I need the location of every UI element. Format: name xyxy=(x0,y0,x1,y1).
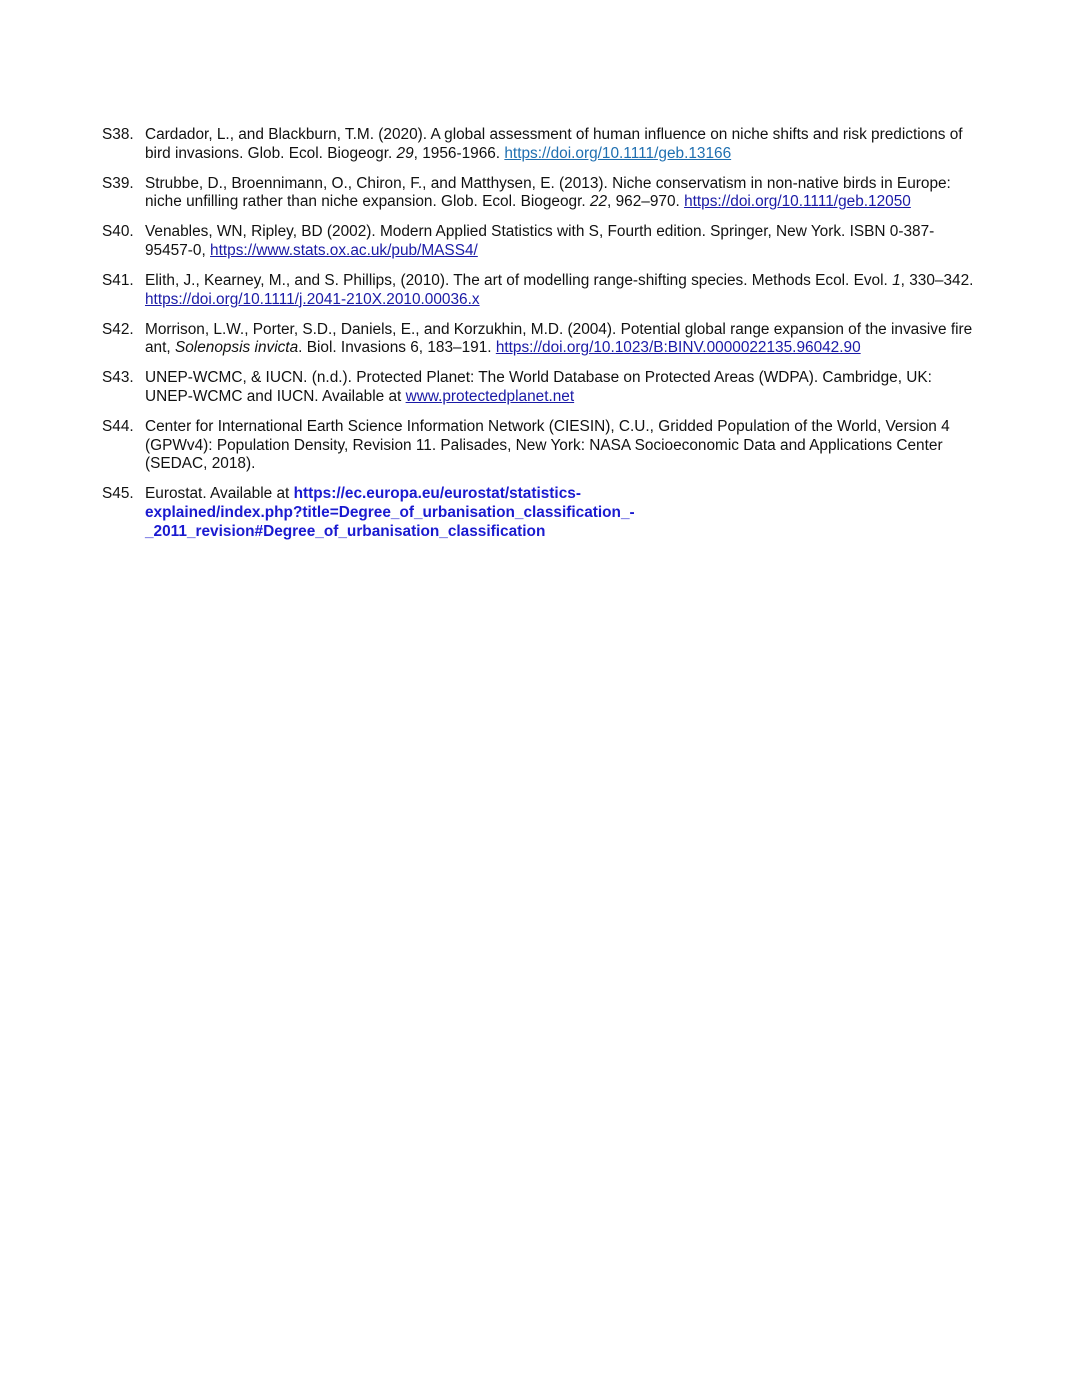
reference-s45 xyxy=(102,485,982,541)
species-name: Solenopsis invicta xyxy=(174,339,299,357)
reference-number: S41. xyxy=(102,272,134,290)
reference-s38 xyxy=(102,126,982,163)
reference-number: S44. xyxy=(102,418,134,436)
reference-s42 xyxy=(102,321,982,358)
reference-text: Venables, WN, Ripley, BD (2002). Modern Applied Statistics with S, Fourth edition. Springer, New York. ISBN 0-387-95457-0, https://www.stats.ox.ac.uk/pub/MASS4/ xyxy=(145,223,935,259)
reference-number: S42. xyxy=(102,320,134,338)
reference-text: Elith, J., Kearney, M., and S. Phillips, (2010). The art of modelling range-shifting species. Methods Ecol. Evol. 1, 330–342. https://doi.org/10.1111/j.2041-210X.2010.00036.x xyxy=(145,272,974,308)
doi-link[interactable]: https://doi.org/10.1111/geb.13166 xyxy=(504,144,732,162)
reference-list xyxy=(102,126,982,553)
reference-text: Cardador, L., and Blackburn, T.M. (2020). A global assessment of human influence on niche shifts and risk predictions of bird invasions. Glob. Ecol. Biogeogr. 29, 1956-1966. https://doi.org/10.1111/geb.13166 xyxy=(145,126,963,162)
reference-text: UNEP-WCMC, & IUCN. (n.d.). Protected Planet: The World Database on Protected Areas (WDPA). Cambridge, UK: UNEP-WCMC and IUCN. Available at www.protectedplanet.net xyxy=(145,369,932,406)
web-link[interactable]: www.protectedplanet.net xyxy=(405,388,575,406)
doi-link[interactable]: https://doi.org/10.1023/B:BINV.0000022135.96042.90 xyxy=(495,339,861,357)
eurostat-link[interactable]: https://ec.europa.eu/eurostat/statistics- explained/index.php?title=Degree_of_urbanisation_classification_- _2011_revision#Degree_of_urbanisation_classification xyxy=(145,485,635,540)
reference-s39 xyxy=(102,175,982,212)
volume-number: 22 xyxy=(589,193,608,211)
web-link[interactable]: https://www.stats.ox.ac.uk/pub/MASS4/ xyxy=(210,241,478,259)
reference-text: Eurostat. Available at https://ec.europa.eu/eurostat/statistics- explained/index.php?title=Degree_of_urbanisation_classification_- _2011_revision#Degree_of_urbanisation_classification xyxy=(145,485,635,540)
reference-text: Strubbe, D., Broennimann, O., Chiron, F., and Matthysen, E. (2013). Niche conservatism in non-native birds in Europe: niche unfilling rather than niche expansion. Glob. Ecol. Biogeogr. 22, 962–970. https://doi.org/10.1111/geb.12050 xyxy=(145,174,951,211)
volume-number: 1 xyxy=(892,272,901,290)
volume-number: 29 xyxy=(396,144,414,162)
reference-number: S40. xyxy=(102,223,134,241)
reference-s40 xyxy=(102,223,982,260)
reference-number: S39. xyxy=(102,174,134,192)
reference-number: S45. xyxy=(102,485,134,503)
reference-s44 xyxy=(102,418,982,474)
reference-s41 xyxy=(102,272,982,309)
reference-number: S38. xyxy=(102,126,134,143)
doi-link[interactable]: https://doi.org/10.1111/j.2041-210X.2010.00036.x xyxy=(145,290,480,308)
reference-text: Morrison, L.W., Porter, S.D., Daniels, E., and Korzukhin, M.D. (2004). Potential global range expansion of the invasive fire ant, Solenopsis invicta. Biol. Invasions 6, 183–191. https://doi.org/10.1023/B:BINV.0000022135.96042.90 xyxy=(145,320,973,357)
doi-link[interactable]: https://doi.org/10.1111/geb.12050 xyxy=(684,193,911,211)
reference-text: Center for International Earth Science Information Network (CIESIN), C.U., Gridded Population of the World, Version 4 (GPWv4): Population Density, Revision 11. Palisades, New York: NASA Socioeconomic Data and Applications Center (SEDAC, 2018). xyxy=(145,418,950,473)
reference-s43 xyxy=(102,369,982,406)
reference-number: S43. xyxy=(102,369,134,387)
